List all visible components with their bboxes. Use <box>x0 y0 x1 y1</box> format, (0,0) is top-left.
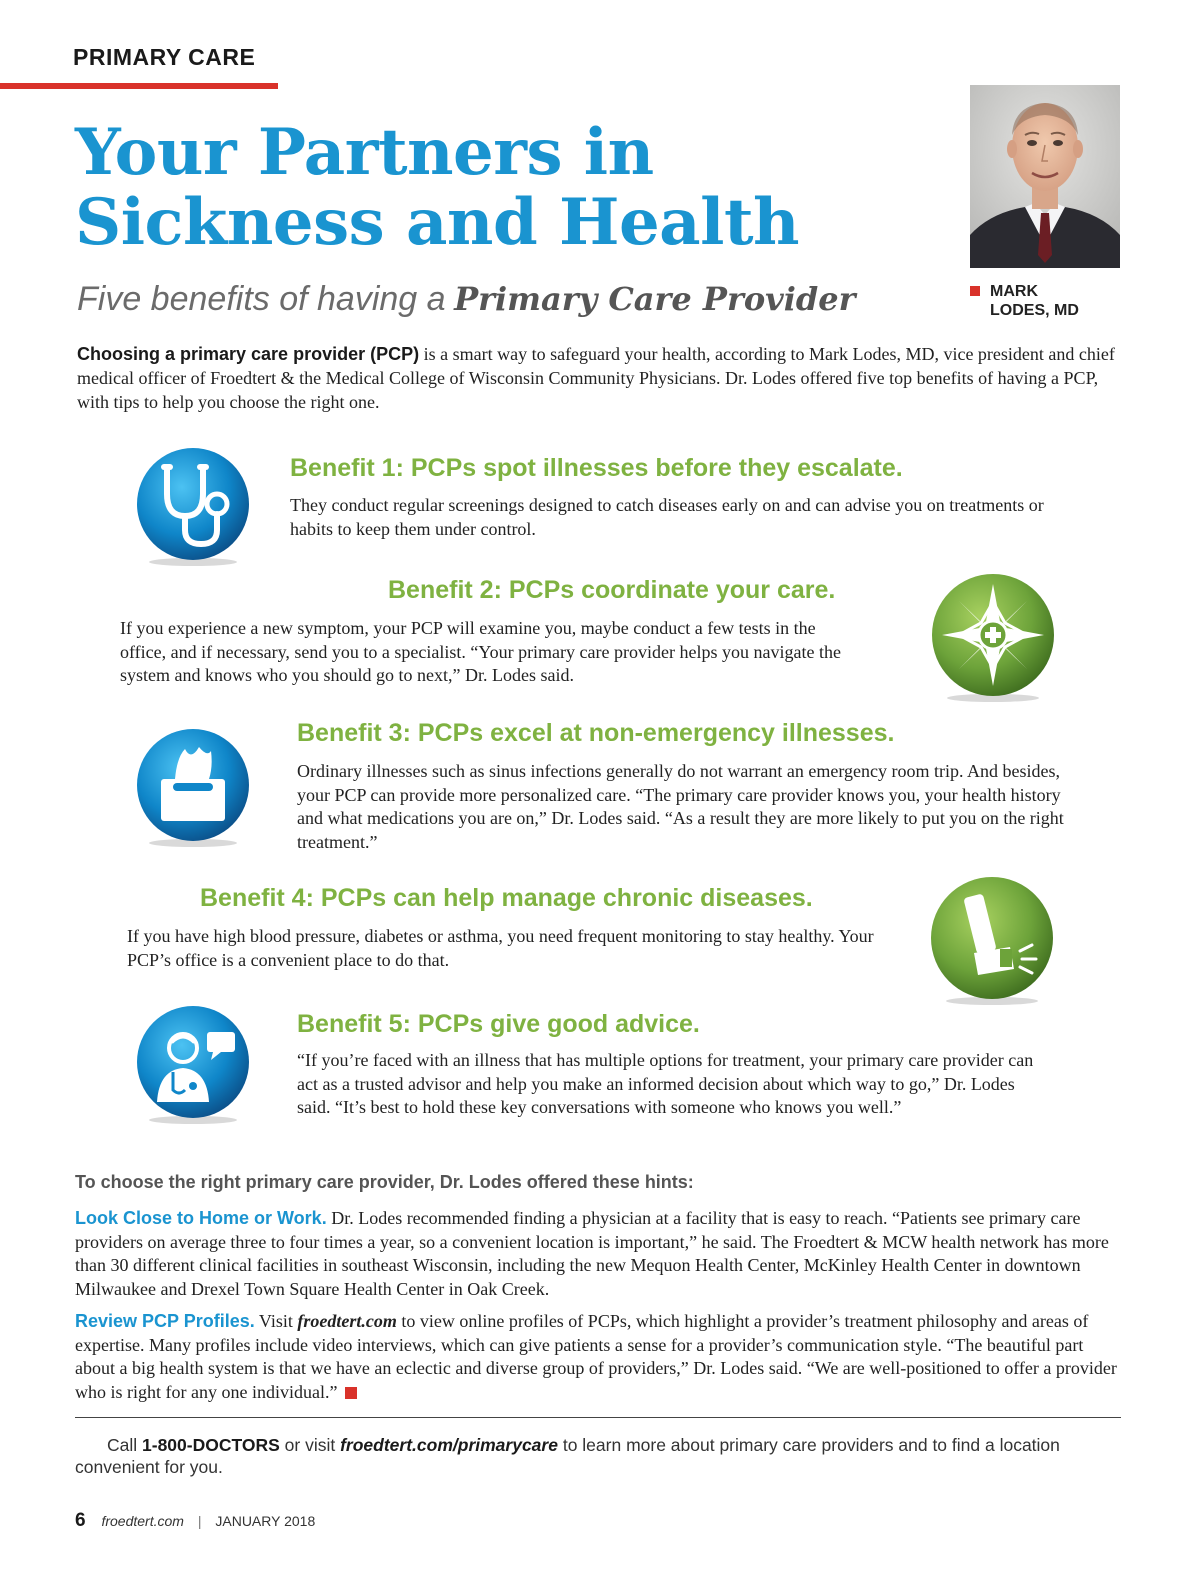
divider <box>75 1417 1121 1418</box>
hint-2-pre: Visit <box>254 1311 298 1331</box>
caption-name-line-2: LODES, MD <box>990 302 1079 319</box>
benefit-4-title: Benefit 4: PCPs can help manage chronic diseases. <box>200 884 813 912</box>
benefit-3-body: Ordinary illnesses such as sinus infections generally do not warrant an emergency room trip. And besides, your PCP can provide more personalized care. “The primary care provider knows you, your health history and what medications you are on,” Dr. Lodes said. “As a result they are more likely to put you on the right treatment.” <box>297 761 1064 852</box>
subtitle <box>77 280 957 319</box>
page-number: 6 <box>75 1510 86 1531</box>
hint-2-website-link[interactable]: froedtert.com <box>297 1311 397 1331</box>
cta-pre: Call <box>107 1435 143 1455</box>
page-footer <box>75 1510 315 1532</box>
intro-lead: Choosing a primary care provider (PCP) <box>77 344 420 364</box>
call-to-action <box>75 1434 1121 1478</box>
intro-paragraph <box>77 342 1123 414</box>
cta-url-link[interactable]: froedtert.com/primarycare <box>340 1435 558 1455</box>
end-mark <box>345 1387 357 1399</box>
hint-1-paragraph <box>75 1207 1121 1301</box>
intro-body: is a smart way to safeguard your health, according to Mark Lodes, MD, vice president and chief medical officer of Froedtert & the Medical College of Wisconsin Community Physicians. Dr. Lodes offered five top benefits of having a PCP, with tips to help you choose the right one. <box>77 344 1115 412</box>
footer-site: froedtert.com <box>101 1513 184 1529</box>
title-line-2: Sickness and Health <box>75 185 800 260</box>
cta-phone[interactable]: 1-800-DOCTORS <box>142 1435 280 1455</box>
tissue-box-icon <box>133 727 253 847</box>
compass-cross-icon <box>929 572 1059 702</box>
hint-2-body: to view online profiles of PCPs, which highlight a provider’s treatment philosophy and areas of expertise. Many profiles include video interviews, which can give patients a sense for a provider’s communication style. “The beautiful part about a big health system is that we have an eclectic and diverse group of providers,” Dr. Lodes said. “We are well-positioned to offer a provider who is right for any one individual.” <box>75 1311 1117 1402</box>
benefit-3-title: Benefit 3: PCPs excel at non-emergency illnesses. <box>297 719 895 747</box>
footer-issue: JANUARY 2018 <box>215 1513 316 1529</box>
subtitle-lead: Five benefits of having a <box>77 280 446 318</box>
footer-separator: | <box>197 1513 202 1529</box>
page-title <box>75 115 955 260</box>
hint-1-lead: Look Close to Home or Work. <box>75 1208 327 1228</box>
benefit-2-title: Benefit 2: PCPs coordinate your care. <box>388 576 836 604</box>
caption-name-line-1: MARK <box>990 283 1038 300</box>
benefit-2-body: If you experience a new symptom, your PCP will examine you, maybe conduct a few tests in the office, and if necessary, send you to a specialist. “Your primary care provider helps you navigate the system and knows who you should go to next,” Dr. Lodes said. <box>120 618 841 685</box>
doctor-portrait-photo <box>970 85 1120 268</box>
cta-mid: or visit <box>279 1435 341 1455</box>
benefit-4-body: If you have high blood pressure, diabetes or asthma, you need frequent monitoring to stay healthy. Your PCP’s office is a convenient place to do that. <box>127 926 874 970</box>
caption-marker <box>970 286 980 296</box>
doctor-advice-icon <box>133 1004 253 1124</box>
hint-1-body: Dr. Lodes recommended finding a physician at a facility that is easy to reach. “Patients see primary care providers on average three to four times a year, so a convenient location is important,” he said. The Froedtert & MCW health network has more than 30 different clinical facilities in southeast Wisconsin, including the new Mequon Health Center, McKinley Health Center in downtown Milwaukee and Drexel Town Square Health Center in Oak Creek. <box>75 1208 1109 1299</box>
hint-2-lead: Review PCP Profiles. <box>75 1311 255 1331</box>
cta-post: to learn more about primary care providers and to find a location convenient for you. <box>75 1435 1060 1477</box>
hints-title: To choose the right primary care provider, Dr. Lodes offered these hints: <box>75 1172 694 1192</box>
inhaler-icon <box>928 875 1058 1005</box>
section-rule <box>0 83 278 89</box>
hint-2-paragraph <box>75 1310 1121 1404</box>
subtitle-strong: Primary Care Provider <box>454 280 856 318</box>
benefit-5-body: “If you’re faced with an illness that has multiple options for treatment, your primary care provider can act as a trusted advisor and help you make an informed decision about which way to go,” Dr. Lodes said. “It’s best to hold these key conversations with someone who knows you well.” <box>297 1050 1034 1117</box>
stethoscope-icon <box>133 446 253 566</box>
section-label: PRIMARY CARE <box>73 44 256 70</box>
benefit-1-title: Benefit 1: PCPs spot illnesses before they escalate. <box>290 454 903 482</box>
benefit-5-title: Benefit 5: PCPs give good advice. <box>297 1010 700 1038</box>
benefit-1-body: They conduct regular screenings designed to catch diseases early on and can advise you on treatments or habits to keep them under control. <box>290 495 1044 539</box>
portrait-caption <box>970 282 1130 320</box>
title-line-1: Your Partners in <box>75 115 654 190</box>
